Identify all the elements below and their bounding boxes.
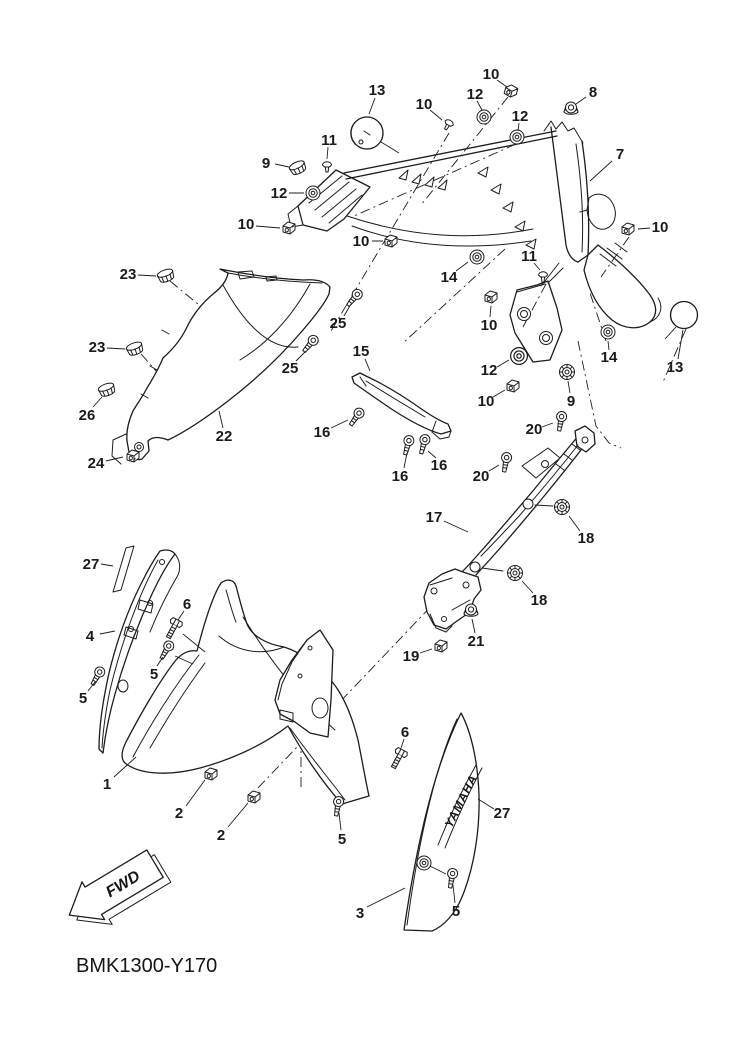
cover-cap-disc-large (351, 117, 399, 153)
callout-label: 26 (78, 407, 96, 424)
screw-icon (400, 434, 415, 455)
grommet-icon (601, 325, 615, 339)
grommet-icon (417, 856, 431, 870)
yamaha-logo: YAMAHA (441, 772, 481, 830)
callout-label: 19 (402, 648, 420, 665)
part-emblem-left-drawing (113, 546, 134, 592)
callout-label: 12 (270, 185, 288, 202)
clip-nut-icon (435, 640, 447, 652)
screw-icon (157, 639, 175, 661)
screw-icon (331, 796, 344, 817)
callout-label: 16 (391, 468, 409, 485)
damper-grommet-icon (555, 500, 570, 515)
fwd-direction-marker (58, 843, 174, 941)
callout-label: 1 (102, 776, 112, 793)
cap-fastener-icon (156, 267, 175, 284)
callout-label: 25 (281, 360, 299, 377)
callout-label: 27 (493, 805, 511, 822)
callout-label: 6 (182, 596, 192, 613)
stacked-washer-marks (399, 167, 536, 249)
callout-label: 18 (530, 592, 548, 609)
callout-label: 2 (174, 805, 184, 822)
callout-label: 23 (119, 266, 137, 283)
callout-label: 5 (337, 831, 347, 848)
callout-label: 10 (477, 393, 495, 410)
callout-label: 5 (451, 903, 461, 920)
callout-label: 5 (78, 690, 88, 707)
clip-nut-icon (283, 222, 295, 234)
grommet-icon (470, 250, 484, 264)
callout-label: 10 (415, 96, 433, 113)
callout-label: 9 (261, 155, 271, 172)
grommet-icon (306, 186, 320, 200)
callout-label: 10 (237, 216, 255, 233)
part-flap-drawing (352, 373, 451, 439)
callout-label: 14 (440, 269, 458, 286)
callout-label: 16 (430, 457, 448, 474)
callout-label: 7 (615, 146, 625, 163)
rivet-icon (539, 272, 548, 282)
damper-grommet-icon (508, 566, 523, 581)
screw-icon (344, 287, 364, 308)
callout-label: 13 (666, 359, 684, 376)
rivet-icon (442, 118, 455, 131)
callout-label: 4 (85, 628, 95, 645)
diagram-code: BMK1300-Y170 (76, 955, 218, 977)
grommet-icon (511, 348, 528, 365)
callout-label: 25 (329, 315, 347, 332)
damper-grommet-icon (560, 365, 575, 380)
grommet-icon (510, 130, 524, 144)
callout-label: 20 (525, 421, 543, 438)
rivet-icon (323, 162, 332, 172)
screw-icon (499, 452, 512, 473)
callout-label: 5 (149, 666, 159, 683)
grommet-icon (477, 110, 491, 124)
callout-label: 17 (425, 509, 443, 526)
callout-label: 12 (511, 108, 529, 125)
callout-label: 11 (521, 248, 537, 265)
callout-label: 10 (482, 66, 500, 83)
clip-nut-icon (248, 791, 260, 803)
callout-label: 10 (480, 317, 498, 334)
clip-nut-icon (485, 291, 497, 303)
screw-icon (347, 406, 366, 428)
callout-label: 15 (352, 343, 370, 360)
callout-label: 27 (82, 556, 100, 573)
callout-label: 3 (355, 905, 365, 922)
screw-icon (554, 411, 567, 432)
callout-label: 9 (566, 393, 576, 410)
clip-nut-icon (622, 223, 634, 235)
screw-icon (88, 665, 106, 687)
part-side-cover-right-drawing (404, 713, 482, 931)
screw-icon (300, 333, 320, 354)
fwd-label: FWD (103, 867, 144, 902)
callout-label: 2 (216, 827, 226, 844)
callout-labels (79, 66, 684, 922)
callout-label: 18 (577, 530, 595, 547)
callout-label: 22 (215, 428, 233, 445)
callout-label: 8 (588, 84, 598, 101)
callout-label: 20 (472, 468, 490, 485)
callout-label: 6 (400, 724, 410, 741)
callout-label: 23 (88, 339, 106, 356)
callout-label: 13 (368, 82, 386, 99)
callout-label: 10 (352, 233, 370, 250)
bolt-icon (163, 617, 184, 641)
callout-label: 12 (466, 86, 484, 103)
callout-label: 21 (467, 633, 485, 650)
callout-label: 14 (600, 349, 618, 366)
cap-fastener-icon (288, 159, 307, 176)
callout-label: 12 (480, 362, 498, 379)
callout-label: 16 (313, 424, 331, 441)
callout-label: 11 (321, 132, 337, 149)
cover-cap-disc-small (665, 302, 698, 340)
bolt-icon (388, 747, 409, 771)
clip-nut-icon (507, 380, 519, 392)
clip-nut-icon (205, 768, 217, 780)
cap-fastener-icon (97, 381, 116, 398)
callout-label: 10 (651, 219, 669, 236)
callout-label: 24 (87, 455, 105, 472)
